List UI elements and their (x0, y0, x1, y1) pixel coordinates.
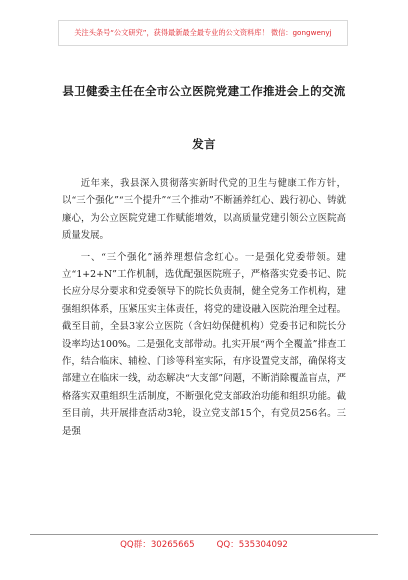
qq-label: QQ： (216, 540, 239, 550)
paragraph-intro: 近年来，我县深入贯彻落实新时代党的卫生与健康工作方针，以“三个强化”“三个提升”“三个推动”不断涵养红心、践行初心、铸就廉心，为公立医院党建工作赋能增效，以高质量党建引领公立医院高质量发展。 (62, 178, 346, 242)
document-title: 县卫健委主任在全市公立医院党建工作推进会上的交流发言 (62, 84, 346, 151)
document-body (62, 175, 346, 440)
footer-contacts (0, 538, 408, 550)
promo-banner (58, 20, 348, 46)
footer-divider (30, 534, 378, 535)
qq-number: 535304092 (238, 540, 288, 550)
qq-group-label: QQ群： (120, 540, 151, 550)
qq-group-number: 30265665 (150, 540, 195, 550)
promo-text: 关注头条号“公文研究”，获得最新最全最专业的公文资料库！ 微信：gongwenyj (74, 28, 332, 37)
paragraph-section-one: 一、“三个强化”涵养理想信念红心。一是强化党委带领。建立“1+2+N”工作机制，选优配强医院班子，严格落实党委书记、院长应分尽分要求和党委领导下的院长负责制，健全党务工作机构，建强组织体系，压紧压实主体责任，将党的建设融入医院治理全过程。截至目前，全县3家公立医院（含妇幼保健机构）党委书记和院长分设率均达100%。二是强化支部带动。扎实开展“两个全覆盖”排查工作，结合临床、辅检、门诊等科室实际，有序设置党支部，确保将支部建立在临床一线，动态解决“大支部”问题，不断消除覆盖盲点，严格落实双重组织生活制度，不断强化党支部政治功能和组织功能。截至目前，共开展排查活动3轮，设立党支部15个，有党员256名。三是强 (62, 251, 346, 437)
